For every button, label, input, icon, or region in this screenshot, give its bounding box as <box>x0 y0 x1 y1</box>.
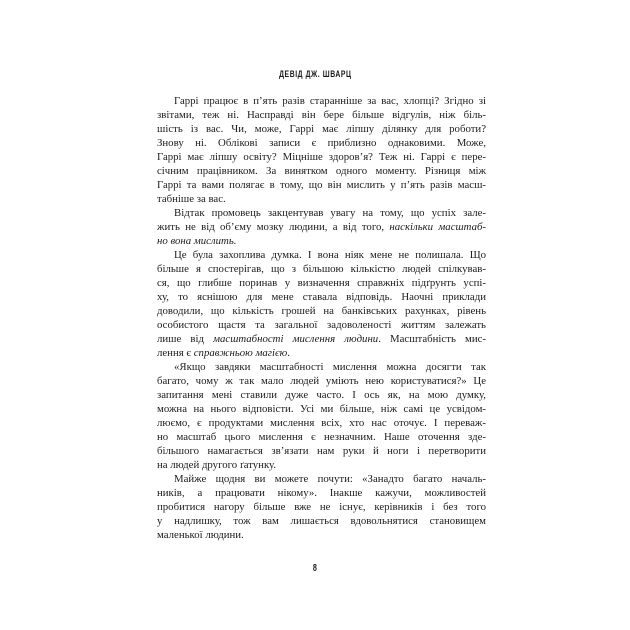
text-line: Це була захоплива думка. І вона ніяк мене не полишала. Що <box>174 249 486 261</box>
text-line: жить не від об’єму мозку людини, а від того, наскільки масштаб- <box>157 221 486 233</box>
text-line: лише від масштабності мислення людини. Масштабність мис- <box>157 333 486 345</box>
text-line: січним працівником. За винятком одного моменту. Різниця між <box>157 165 486 177</box>
text-line: Гаррі та вами полягає в тому, що він мислить у п’ять разів масш- <box>157 179 486 191</box>
text-line: Гаррі працює в п’ять разів старанніше за вас, хлопці? Згідно зі <box>174 95 486 107</box>
text-line: доводили, що кількість грошей на банківських рахунках, рівень <box>157 305 486 317</box>
text-line: Знову ні. Облікові записи є приблизно однаковими. Може, <box>157 137 486 149</box>
text-line: шість із вас. Чи, може, Гаррі має ліпшу ділянку для роботи? <box>157 123 486 135</box>
text-line: ся, що глибше поринав у визначення справжніх підґрунть успі- <box>157 277 486 289</box>
running-header-text: ДЕВІД ДЖ. ШВАРЦ <box>278 69 352 80</box>
text-line: но вона мислить. <box>157 235 237 247</box>
text-line: маленької людини. <box>157 529 244 541</box>
text-line: Відтак промовець закцентував увагу на тому, що успіх зале- <box>174 207 486 219</box>
text-line: багато, чому ж так мало людей уміють нею користуватися?» Це <box>157 375 486 387</box>
text-line: ників, а працювати нікому». Інакше кажучи, можливостей <box>157 487 486 499</box>
body-text <box>157 94 486 542</box>
text-line: табніше за вас. <box>157 193 226 205</box>
text-line: люємо, є продуктами мислення всіх, хто нас оточує. І переваж- <box>157 417 486 429</box>
text-line: можна на нього відповісти. Усі ми більше, ніж самі це усвідом- <box>157 403 486 415</box>
text-line: но масштаб цього мислення є незначним. Наше оточення зде- <box>157 431 486 443</box>
text-line: більше я спостерігав, що з більшою кількістю людей спілкував- <box>157 263 486 275</box>
text-line: «Якщо завдяки масштабності мислення можна досягти так <box>174 361 486 373</box>
page-number <box>0 558 630 576</box>
text-line: пробитися нагору більше вже не існує, керівників і без того <box>157 501 486 513</box>
text-line: ху, то яснішою для мене ставала відповідь. Наочні приклади <box>157 291 486 303</box>
text-line: особистого щастя та загальної задоволеності життям залежать <box>157 319 486 331</box>
text-line: у надлишку, тож вам лишається вдовольнятися становищем <box>157 515 486 527</box>
text-line: звітами, теж ні. Насправді він бере більше відгулів, ніж біль- <box>157 109 486 121</box>
text-line: Майже щодня ви можете почути: «Занадто багато началь- <box>174 473 486 485</box>
text-line: Гаррі має ліпшу освіту? Міцніше здоров’я? Теж ні. Гаррі є пере- <box>157 151 486 163</box>
page-number-text: 8 <box>312 563 318 574</box>
text-line: на людей другого ґатунку. <box>157 459 277 471</box>
text-line: лення є справжньою магією. <box>157 347 290 359</box>
running-header <box>0 64 630 82</box>
text-line: запитання мені ставили дуже часто. І ось як, на мою думку, <box>157 389 486 401</box>
text-line: більшого намагається зв’язати нам руки й ноги і перетворити <box>157 445 486 457</box>
